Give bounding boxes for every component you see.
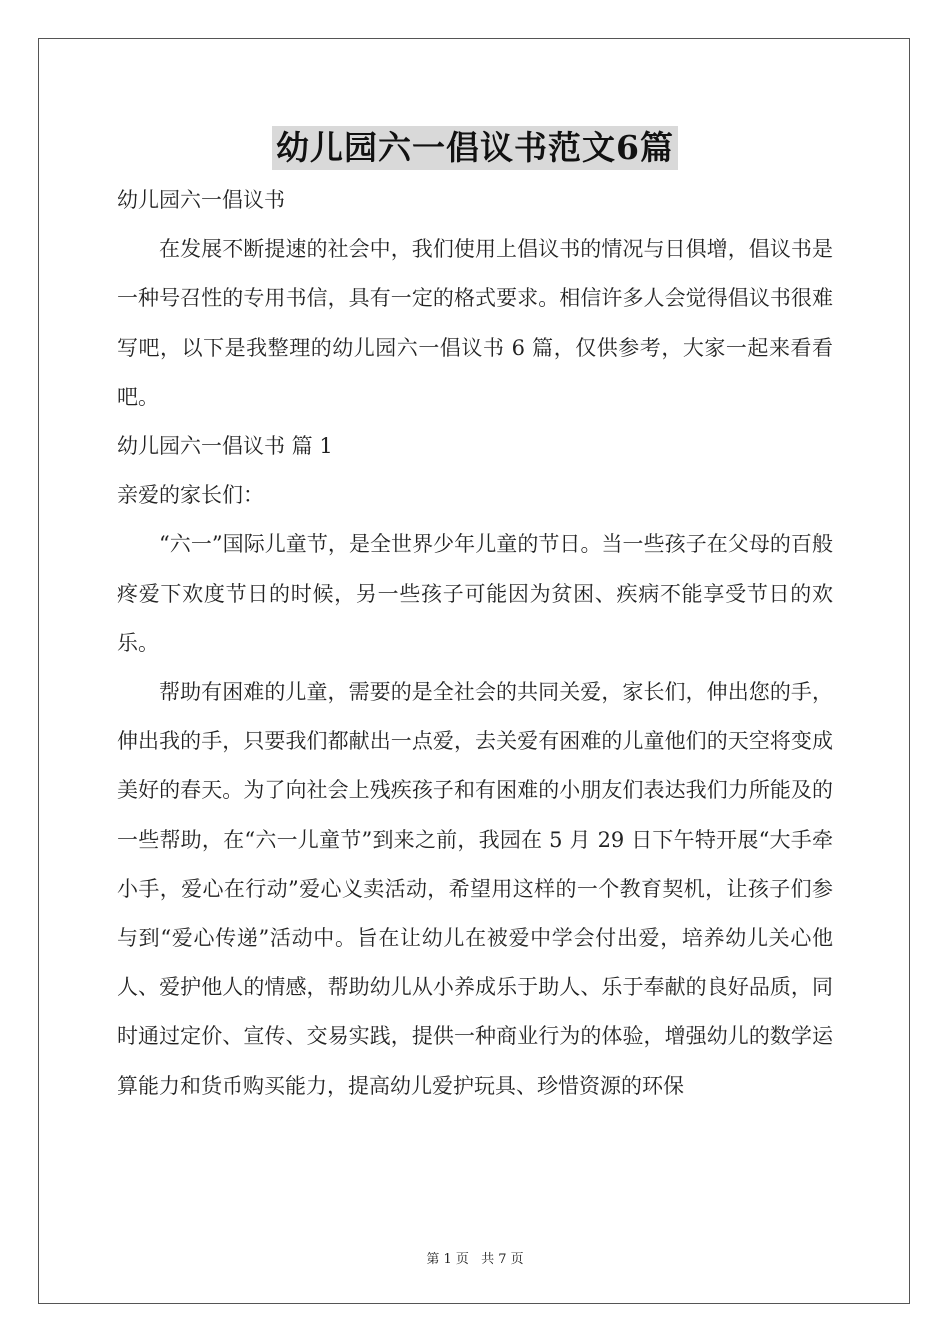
paragraph: 幼儿园六一倡议书 篇 1 (117, 434, 333, 459)
document-title-wrapper (0, 126, 950, 170)
document-body (117, 176, 833, 1111)
page-footer (0, 1248, 950, 1267)
paragraph: 帮助有困难的儿童，需要的是全社会的共同关爱，家长们，伸出您的手，伸出我的手，只要我们都献出一点爱，去关爱有困难的儿童他们的天空将变成美好的春天。为了向社会上残疾孩子和有困难的小朋友们表达我们力所能及的一些帮助，在“六一儿童节”到来之前，我园在 5 月 29 日下午特开展“大手牵小手，爱心在行动”爱心义卖活动，希望用这样的一个教育契机，让孩子们参与到“爱心传递”活动中。旨在让幼儿在被爱中学会付出爱，培养幼儿关心他人、爱护他人的情感，帮助幼儿从小养成乐于助人、乐于奉献的良好品质，同时通过定价、宣传、交易实践，提供一种商业行为的体验，增强幼儿的数学运算能力和货币购买能力，提高幼儿爱护玩具、珍惜资源的环保 (117, 680, 833, 1098)
page-number: 第 1 页 (426, 1252, 469, 1267)
paragraph: 在发展不断提速的社会中，我们使用上倡议书的情况与日俱增，倡议书是一种号召性的专用书信，具有一定的格式要求。相信许多人会觉得倡议书很难写吧，以下是我整理的幼儿园六一倡议书 6 篇，仅供参考，大家一起来看看吧。 (117, 237, 833, 409)
document-title: 幼儿园六一倡议书范文6篇 (272, 126, 678, 170)
paragraph: “六一”国际儿童节，是全世界少年儿童的节日。当一些孩子在父母的百般疼爱下欢度节日的时候，另一些孩子可能因为贫困、疾病不能享受节日的欢乐。 (117, 532, 833, 655)
page-total: 共 7 页 (481, 1252, 524, 1267)
paragraph: 幼儿园六一倡议书 (117, 188, 285, 212)
paragraph: 亲爱的家长们： (117, 483, 264, 508)
